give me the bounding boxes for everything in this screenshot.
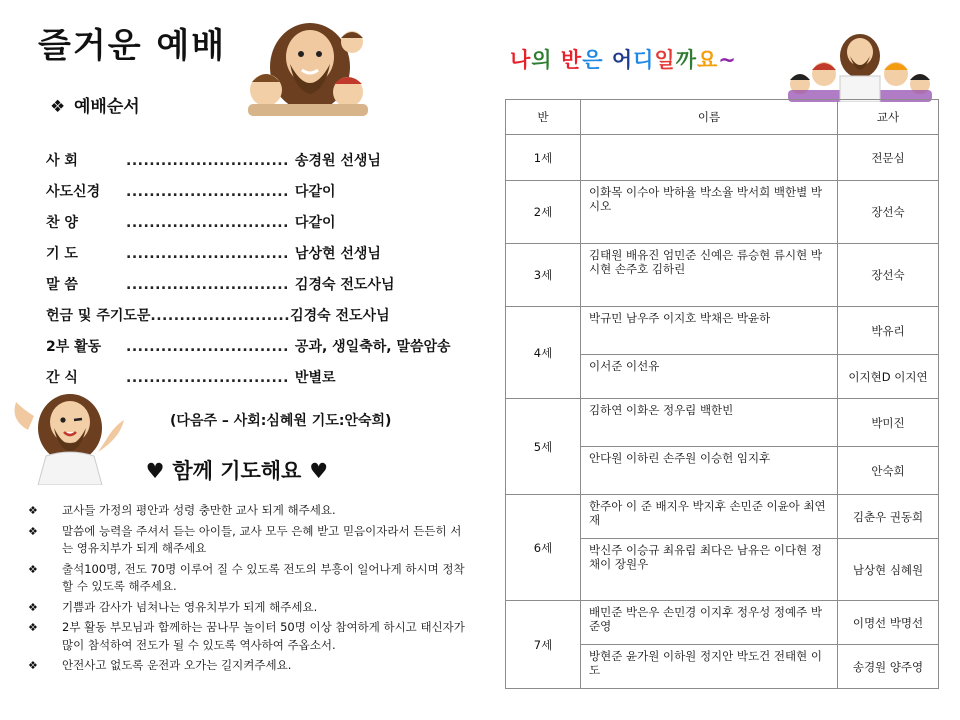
prayer-text: 안전사고 없도록 운전과 오가는 길지켜주세요. (62, 658, 292, 672)
order-dots: ............................ (126, 370, 289, 386)
class-cell: 5세 (506, 399, 581, 495)
bullet-icon: ❖ (28, 621, 38, 634)
order-row (46, 336, 451, 356)
bullet-icon: ❖ (28, 600, 38, 614)
header-names: 이름 (581, 100, 838, 135)
teacher-cell: 이지현D 이지연 (838, 355, 939, 399)
teacher-cell: 장선숙 (838, 244, 939, 307)
teacher-cell: 박미진 (838, 399, 939, 447)
table-row (506, 307, 939, 355)
order-heading-text: 예배순서 (74, 97, 140, 117)
names-cell: 이화목 이수아 박하율 박소율 박서희 백한별 박시오 (581, 181, 838, 244)
class-cell: 3세 (506, 244, 581, 307)
order-dots: ............................ (126, 184, 289, 200)
title-part: ~ (718, 48, 737, 72)
header-teacher: 교사 (838, 100, 939, 135)
order-dots: ............................ (126, 215, 289, 231)
order-dots: ............................ (126, 277, 289, 293)
bullet-icon: ❖ (28, 562, 38, 576)
names-cell: 배민준 박은우 손민경 이지후 정우성 정예주 박준영 (581, 601, 838, 645)
teacher-cell: 안숙희 (838, 447, 939, 495)
order-label: 헌금 및 주기도문 (46, 308, 151, 324)
next-week-note: (다음주 – 사회:심혜원 기도:안숙희) (170, 413, 392, 429)
class-cell: 7세 (506, 601, 581, 689)
teacher-cell: 이명선 박명선 (838, 601, 939, 645)
title-part: 까 (675, 48, 697, 72)
class-cell: 2세 (506, 181, 581, 244)
order-row (46, 150, 381, 170)
teacher-cell: 김춘우 권동희 (838, 495, 939, 539)
title-part: 디 (633, 48, 655, 72)
prayer-text: 2부 활동 부모님과 함께하는 꿈나무 놀이터 50명 이상 참여하게 하시고 태신자가 많이 참석하여 전도가 될 수 있도록 역사하여 주옵소서. (62, 620, 465, 652)
order-row (46, 274, 394, 294)
prayer-item (28, 523, 468, 558)
title-part: 은 (582, 48, 612, 72)
prayer-item (28, 599, 468, 617)
bullet-icon: ❖ (28, 504, 38, 517)
jesus-mascot-illustration (10, 390, 130, 485)
prayer-heading-text: 함께 기도해요 (172, 459, 302, 483)
prayer-text: 기쁨과 감사가 넘쳐나는 영유치부가 되게 해주세요. (62, 599, 318, 614)
order-label: 2부 활동 (46, 339, 102, 355)
page-title: 즐거운 예배 (38, 26, 227, 66)
names-cell: 김하연 이화온 정우림 백한빈 (581, 399, 838, 447)
order-label: 말 씀 (46, 277, 78, 293)
order-label: 사 회 (46, 153, 78, 169)
names-cell: 박규민 남우주 이지호 박채은 박윤하 (581, 307, 838, 355)
jesus-children-illustration (240, 12, 372, 116)
teacher-cell: 장선숙 (838, 181, 939, 244)
order-value: 공과, 생일축하, 말씀암송 (294, 339, 451, 355)
prayer-list (28, 502, 468, 678)
table-row (506, 601, 939, 645)
order-value: 송경원 선생님 (294, 153, 381, 169)
names-cell (581, 135, 838, 181)
order-row (46, 181, 336, 201)
order-value: 반별로 (294, 370, 336, 386)
order-dots: ........................ (150, 308, 291, 324)
order-row (46, 243, 381, 263)
class-cell: 4세 (506, 307, 581, 399)
order-row (46, 367, 336, 387)
order-value: 김경숙 전도사님 (290, 308, 390, 324)
names-cell: 방현준 윤가원 이하원 정지안 박도건 전태현 이 도 (581, 645, 838, 689)
class-finder-title (510, 44, 737, 74)
title-part: 일 (654, 48, 676, 72)
order-label: 간 식 (46, 370, 78, 386)
table-row (506, 244, 939, 307)
prayer-heading (145, 455, 329, 485)
order-row (46, 305, 390, 325)
table-row (506, 135, 939, 181)
names-cell: 박신주 이승규 최유림 최다은 남유은 이다현 정채이 장원우 (581, 539, 838, 601)
teacher-cell: 박유리 (838, 307, 939, 355)
title-part: 반 (560, 48, 583, 72)
prayer-item (28, 619, 468, 654)
prayer-item (28, 561, 468, 596)
order-label: 찬 양 (46, 215, 78, 231)
table-header-row (506, 100, 939, 135)
names-cell: 이서준 이선유 (581, 355, 838, 399)
order-dots: ............................ (126, 246, 289, 262)
bullet-icon: ❖ (28, 659, 38, 672)
table-row (506, 495, 939, 539)
order-label: 기 도 (46, 246, 78, 262)
names-cell: 김태원 배유진 엄민준 신예은 류승현 류시현 박시현 손주호 김하린 (581, 244, 838, 307)
heart-icon: ♥ (309, 459, 329, 483)
teacher-cell: 전문심 (838, 135, 939, 181)
header-class: 반 (506, 100, 581, 135)
order-value: 김경숙 전도사님 (294, 277, 395, 293)
title-part: 의 (531, 48, 561, 72)
title-part: 나 (510, 48, 532, 72)
class-cell: 6세 (506, 495, 581, 601)
prayer-item (28, 657, 468, 675)
table-row (506, 399, 939, 447)
order-value: 남상현 선생님 (294, 246, 381, 262)
order-heading (50, 92, 140, 117)
class-roster-table (505, 99, 939, 689)
teacher-cell: 남상현 심혜원 (838, 539, 939, 601)
heart-icon: ♥ (145, 459, 165, 483)
order-value: 다같이 (294, 215, 336, 231)
order-row (46, 212, 336, 232)
diamond-bullet-icon: ❖ (50, 97, 66, 117)
names-cell: 안다원 이하린 손주원 이승헌 임지후 (581, 447, 838, 495)
title-part: 요 (697, 48, 719, 72)
class-cell: 1세 (506, 135, 581, 181)
names-cell: 한주아 이 준 배지우 박지후 손민준 이윤아 최연재 (581, 495, 838, 539)
order-value: 다같이 (294, 184, 336, 200)
bullet-icon: ❖ (28, 524, 38, 538)
order-dots: ............................ (126, 339, 289, 355)
table-row (506, 181, 939, 244)
prayer-text: 출석100명, 전도 70명 이루어 질 수 있도록 전도의 부흥이 일어나게 하시며 정착할 수 있도록 해주세요. (62, 561, 465, 593)
teacher-cell: 송경원 양주영 (838, 645, 939, 689)
children-group-illustration (780, 30, 940, 102)
order-dots: ............................ (126, 153, 289, 169)
title-part: 어 (611, 48, 634, 72)
prayer-item (28, 502, 468, 520)
prayer-text: 말씀에 능력을 주셔서 듣는 아이들, 교사 모두 은혜 받고 믿음이자라서 든든히 서는 영유치부가 되게 해주세요 (62, 523, 462, 555)
order-label: 사도신경 (46, 184, 101, 200)
prayer-text: 교사들 가정의 평안과 성령 충만한 교사 되게 해주세요. (62, 503, 336, 517)
